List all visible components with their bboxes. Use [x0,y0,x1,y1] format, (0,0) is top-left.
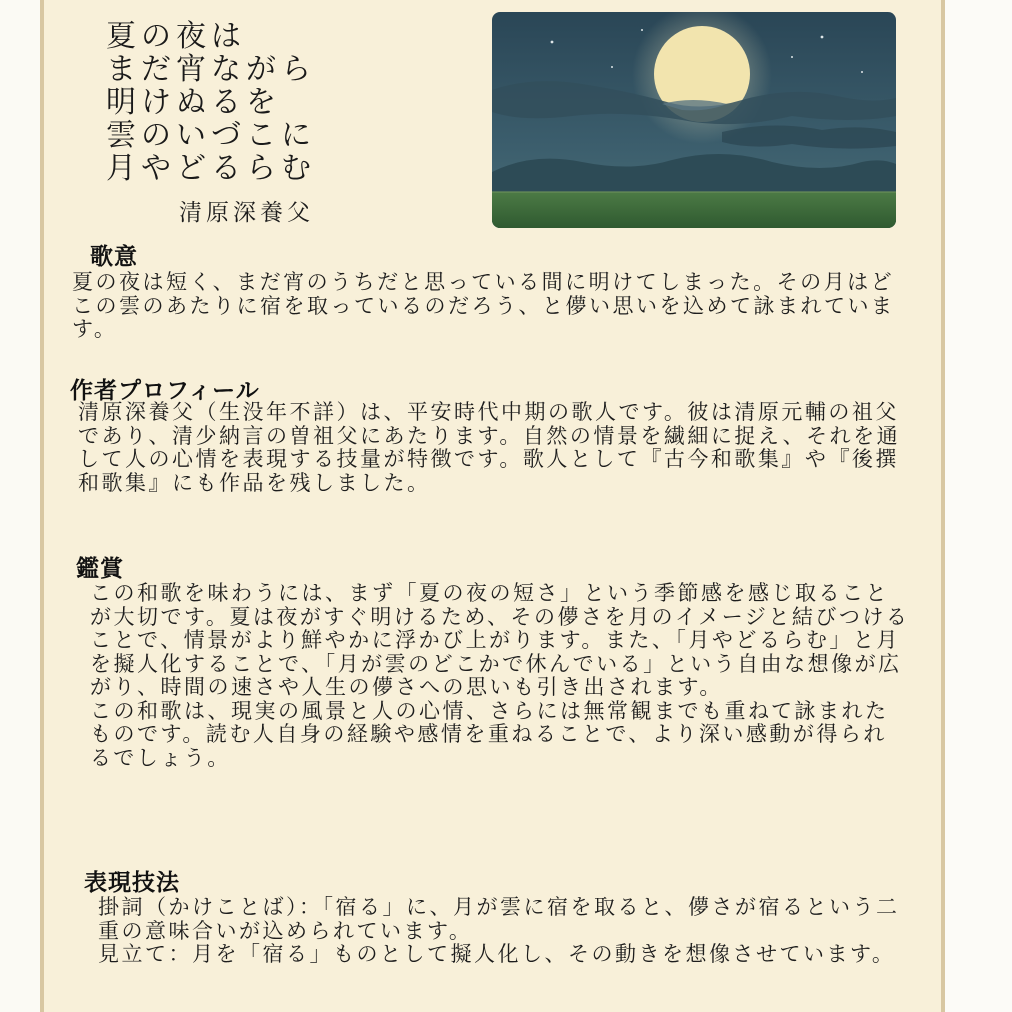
technique-kakekotoba: 掛詞（かけことば）：「宿る」に、月が雲に宿を取ると、儚さが宿るという二重の意味合いが込められています。 [98,895,900,943]
worksheet-page [40,0,945,1012]
cloud-band-lower [722,125,896,148]
appreciation-paragraph: この和歌は、現実の風景と人の心情、さらには無常観までも重ねて詠まれたものです。読む人自身の経験や感情を重ねることで、より深い感動が得られるでしょう。 [90,698,889,770]
appreciation-text [90,582,910,770]
techniques-text [98,896,908,967]
poem-line: 雲のいづこに [106,118,316,153]
heading-techniques: 表現技法 [84,870,180,896]
profile-paragraph: 清原深養父（生没年不詳）は、平安時代中期の歌人です。彼は清原元輔の祖父であり、清少納言の曽祖父にあたります。自然の情景を繊細に捉え、それを通して人の心情を表現する技量が特徴です。歌人として『古今和歌集』や『後撰和歌集』にも作品を残しました。 [78,400,901,495]
landscape-svg [492,12,896,228]
meaning-paragraph: 夏の夜は短く、まだ宵のうちだと思っている間に明けてしまった。その月はどこの雲のあたりに宿を取っているのだろう、と儚い思いを込めて詠まれています。 [72,270,895,341]
technique-mitate: 見立て：月を「宿る」ものとして擬人化し、その動きを想像させています。 [98,942,896,966]
margin-strip [945,0,1012,1012]
moonlit-night-landscape-image [492,12,896,228]
poem-line: 明けぬるを [106,85,281,120]
heading-author-profile: 作者プロフィール [70,378,260,404]
heading-meaning: 歌意 [90,244,138,270]
profile-text [78,401,908,495]
poem-line: 夏の夜は [106,19,246,54]
appreciation-paragraph: この和歌を味わうには、まず「夏の夜の短さ」という季節感を感じ取ることが大切です。夏は夜がすぐ明けるため、その儚さを月のイメージと結びつけることで、情景がより鮮やかに浮かび上がります。また、「月やどるらむ」と月を擬人化することで、「月が雲のどこかで休んでいる」という自由な想像が広がり、時間の速さや人生の儚さへの思いも引き出されます。 [90,581,910,699]
heading-appreciation: 鑑賞 [76,556,124,582]
poem-line: まだ宵ながら [106,52,316,87]
meaning-text [72,271,902,342]
grass-field [492,192,896,228]
poem-line: 月やどるらむ [106,151,316,186]
poem-author: 清原深養父 [179,200,314,226]
poem-block [106,20,466,185]
